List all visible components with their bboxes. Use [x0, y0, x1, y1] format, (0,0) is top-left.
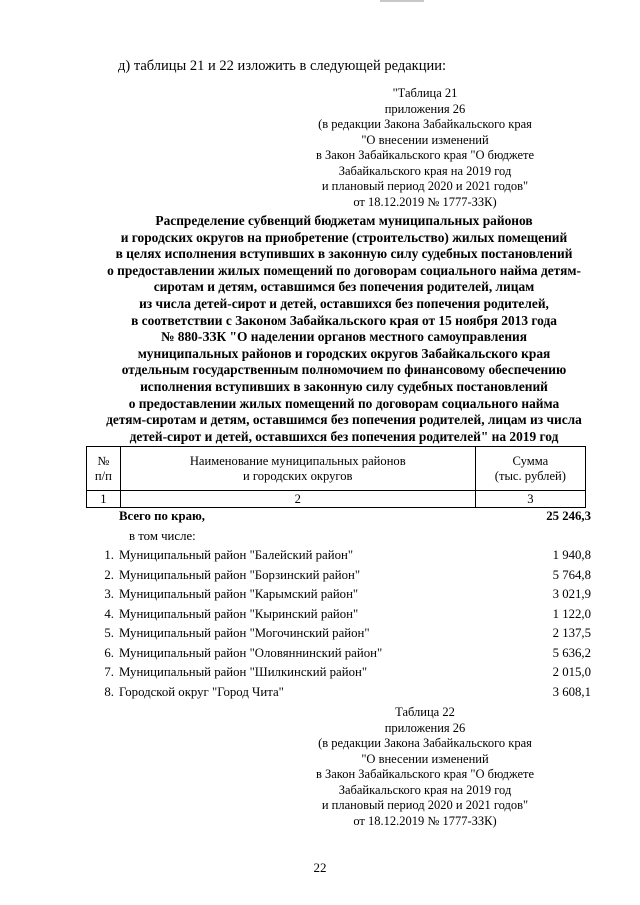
table-row: [86, 665, 591, 685]
table21-annex-reference: [290, 86, 560, 210]
row-number: 6.: [104, 645, 114, 660]
annex-line: приложения 26: [384, 101, 466, 116]
title-line: детям-сиротам и детям, оставшимся без попечения родителей, лицам из числа: [106, 412, 582, 428]
annex-line: "О внесении изменений: [361, 132, 489, 147]
table-row: [86, 626, 591, 646]
table-header-row: [87, 447, 586, 491]
row-number: 1.: [104, 548, 114, 562]
annex-line: в Закон Забайкальского края "О бюджете: [315, 767, 535, 781]
title-line: муниципальных районов и городских округов Забайкальского края: [137, 345, 551, 361]
row-number: 2.: [104, 567, 114, 582]
title-line: сиротам и детям, оставшимся без попечения родителей, лицам: [153, 279, 535, 295]
subtitle-row: [86, 529, 591, 549]
row-value: 5 764,8: [552, 567, 591, 582]
annex-line: в Закон Забайкальского края "О бюджете: [315, 148, 535, 162]
row-value: 2 137,5: [552, 626, 591, 640]
title-line: из числа детей-сирот и детей, оставшихся без попечения родителей,: [139, 295, 549, 311]
title-line: № 880-ЗЗК "О наделении органов местного самоуправления: [160, 329, 527, 345]
title-line: о предоставлении жилых помещений по договорам социального найма: [128, 395, 560, 411]
annex-line: и плановый период 2020 и 2021 годов": [321, 179, 529, 193]
row-number: 5.: [104, 626, 114, 640]
intro-paragraph: д) таблицы 21 и 22 изложить в следующей редакции:: [118, 58, 447, 74]
annex-line: от 18.12.2019 № 1777-ЗЗК): [353, 194, 497, 209]
page-number: 22: [313, 860, 327, 875]
row-number: 7.: [104, 665, 114, 679]
row-value: 5 636,2: [552, 645, 591, 660]
table21-title: [74, 213, 614, 445]
header-name: Наименование муниципальных районов и городских округов: [120, 447, 475, 491]
annex-line: Забайкальского края на 2019 год: [338, 782, 512, 797]
total-label: Всего по краю,: [119, 509, 205, 523]
table-row: [86, 607, 591, 627]
row-name: Муниципальный район "Карымский район": [119, 587, 359, 601]
row-name: Муниципальный район "Борзинский район": [119, 567, 361, 582]
row-name: Муниципальный район "Шилкинский район": [119, 665, 368, 679]
title-line: исполнения вступивших в законную силу судебных постановлений: [140, 378, 548, 394]
annex-line: (в редакции Закона Забайкальского края: [318, 117, 532, 131]
row-value: 1 122,0: [552, 606, 591, 621]
row-value: 1 940,8: [552, 548, 591, 562]
title-line: и городских округов на приобретение (строительство) жилых помещений: [120, 229, 568, 245]
subtitle-label: в том числе:: [129, 528, 196, 543]
annex-line: от 18.12.2019 № 1777-ЗЗК): [353, 813, 497, 828]
table-row: [86, 685, 591, 705]
annex-line: приложения 26: [384, 720, 466, 735]
annex-line: "О внесении изменений: [361, 751, 489, 766]
table-row: [86, 548, 591, 568]
title-line: о предоставлении жилых помещений по договорам социального найма детям-: [107, 262, 581, 278]
row-value: 3 608,1: [552, 684, 591, 699]
annex-line: "Таблица 21: [392, 86, 458, 100]
row-name: Муниципальный район "Балейский район": [119, 548, 354, 562]
title-line: в целях исполнения вступивших в законную силу судебных постановлений: [115, 246, 573, 262]
index-cell: 2: [120, 491, 475, 508]
row-number: 8.: [104, 684, 114, 699]
total-row: [86, 509, 591, 529]
table-header: [86, 446, 586, 508]
index-cell: 1: [87, 491, 121, 508]
header-sum: Сумма (тыс. рублей): [475, 447, 585, 491]
row-name: Муниципальный район "Могочинский район": [119, 626, 370, 640]
row-number: 4.: [104, 606, 114, 621]
table-row: [86, 646, 591, 666]
title-line: отдельным государственным полномочием по финансовому обеспечению: [121, 362, 567, 378]
row-value: 3 021,9: [552, 587, 591, 601]
header-number: № п/п: [87, 447, 121, 491]
table-row: [86, 568, 591, 588]
title-line: в соответствии с Законом Забайкальского края от 15 ноября 2013 года: [131, 312, 557, 328]
total-value: 25 246,3: [546, 509, 591, 523]
table-row: [86, 587, 591, 607]
table22-annex-reference: [290, 705, 560, 829]
index-cell: 3: [475, 491, 585, 508]
row-name: Городской округ "Город Чита": [119, 684, 284, 699]
annex-line: Таблица 22: [395, 705, 455, 719]
row-value: 2 015,0: [552, 665, 591, 679]
title-line: детей-сирот и детей, оставшихся без попечения родителей" на 2019 год: [129, 428, 559, 444]
table-body: [86, 509, 591, 704]
annex-line: (в редакции Закона Забайкальского края: [318, 736, 532, 750]
annex-line: Забайкальского края на 2019 год: [338, 163, 512, 178]
table-index-row: [87, 491, 586, 508]
row-name: Муниципальный район "Оловяннинский район": [119, 645, 383, 660]
row-name: Муниципальный район "Кыринский район": [119, 606, 359, 621]
title-line: Распределение субвенций бюджетам муниципальных районов: [155, 213, 533, 228]
annex-line: и плановый период 2020 и 2021 годов": [321, 798, 529, 812]
scan-mark: [380, 0, 424, 2]
row-number: 3.: [104, 587, 114, 601]
